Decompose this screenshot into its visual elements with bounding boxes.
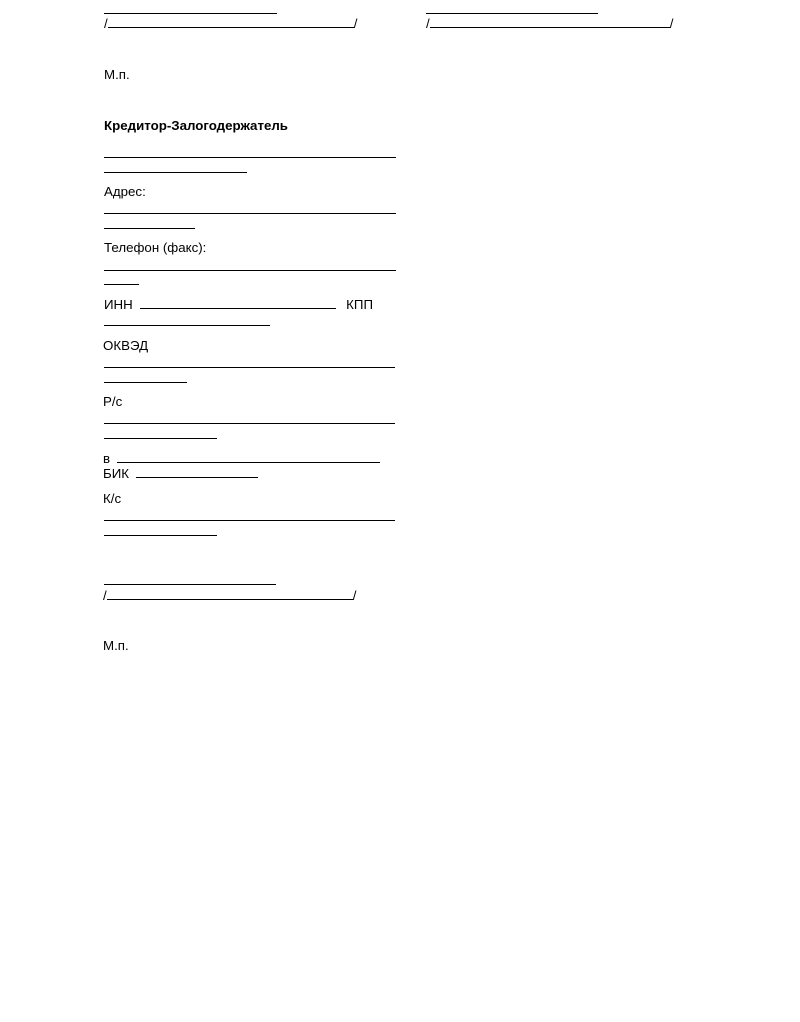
address-field-cont [104, 216, 195, 233]
top-left-name-line: / / [104, 16, 358, 31]
bank-field [117, 450, 380, 463]
ks-label: К/с [103, 491, 122, 506]
phone-label: Телефон (факс): [104, 240, 207, 255]
phone-field [104, 258, 396, 275]
bik-field [136, 465, 258, 478]
rs-label: Р/с [103, 394, 123, 409]
bik-row [103, 465, 258, 482]
address-label: Адрес: [104, 184, 146, 199]
inn-label: ИНН [104, 297, 133, 312]
inn-field [140, 296, 336, 309]
stamp-label-bottom: М.п. [103, 638, 129, 653]
okved-label: ОКВЭД [103, 338, 149, 353]
creditor-name-line: / / [103, 588, 357, 603]
inn-kpp-row [104, 296, 373, 313]
okved-field-cont [104, 370, 187, 387]
stamp-label-top: М.п. [104, 67, 130, 82]
creditor-heading: Кредитор-Залогодержатель [104, 118, 288, 133]
kpp-label: КПП [346, 297, 374, 312]
bank-prefix: в [103, 451, 111, 466]
rs-field-cont [104, 426, 217, 443]
bik-label: БИК [103, 466, 130, 481]
top-right-name-line: / / [426, 16, 674, 31]
ks-field-cont [104, 523, 217, 540]
phone-field-cont [104, 272, 139, 289]
kpp-field [104, 313, 270, 330]
creditor-name-field-cont [104, 160, 247, 177]
